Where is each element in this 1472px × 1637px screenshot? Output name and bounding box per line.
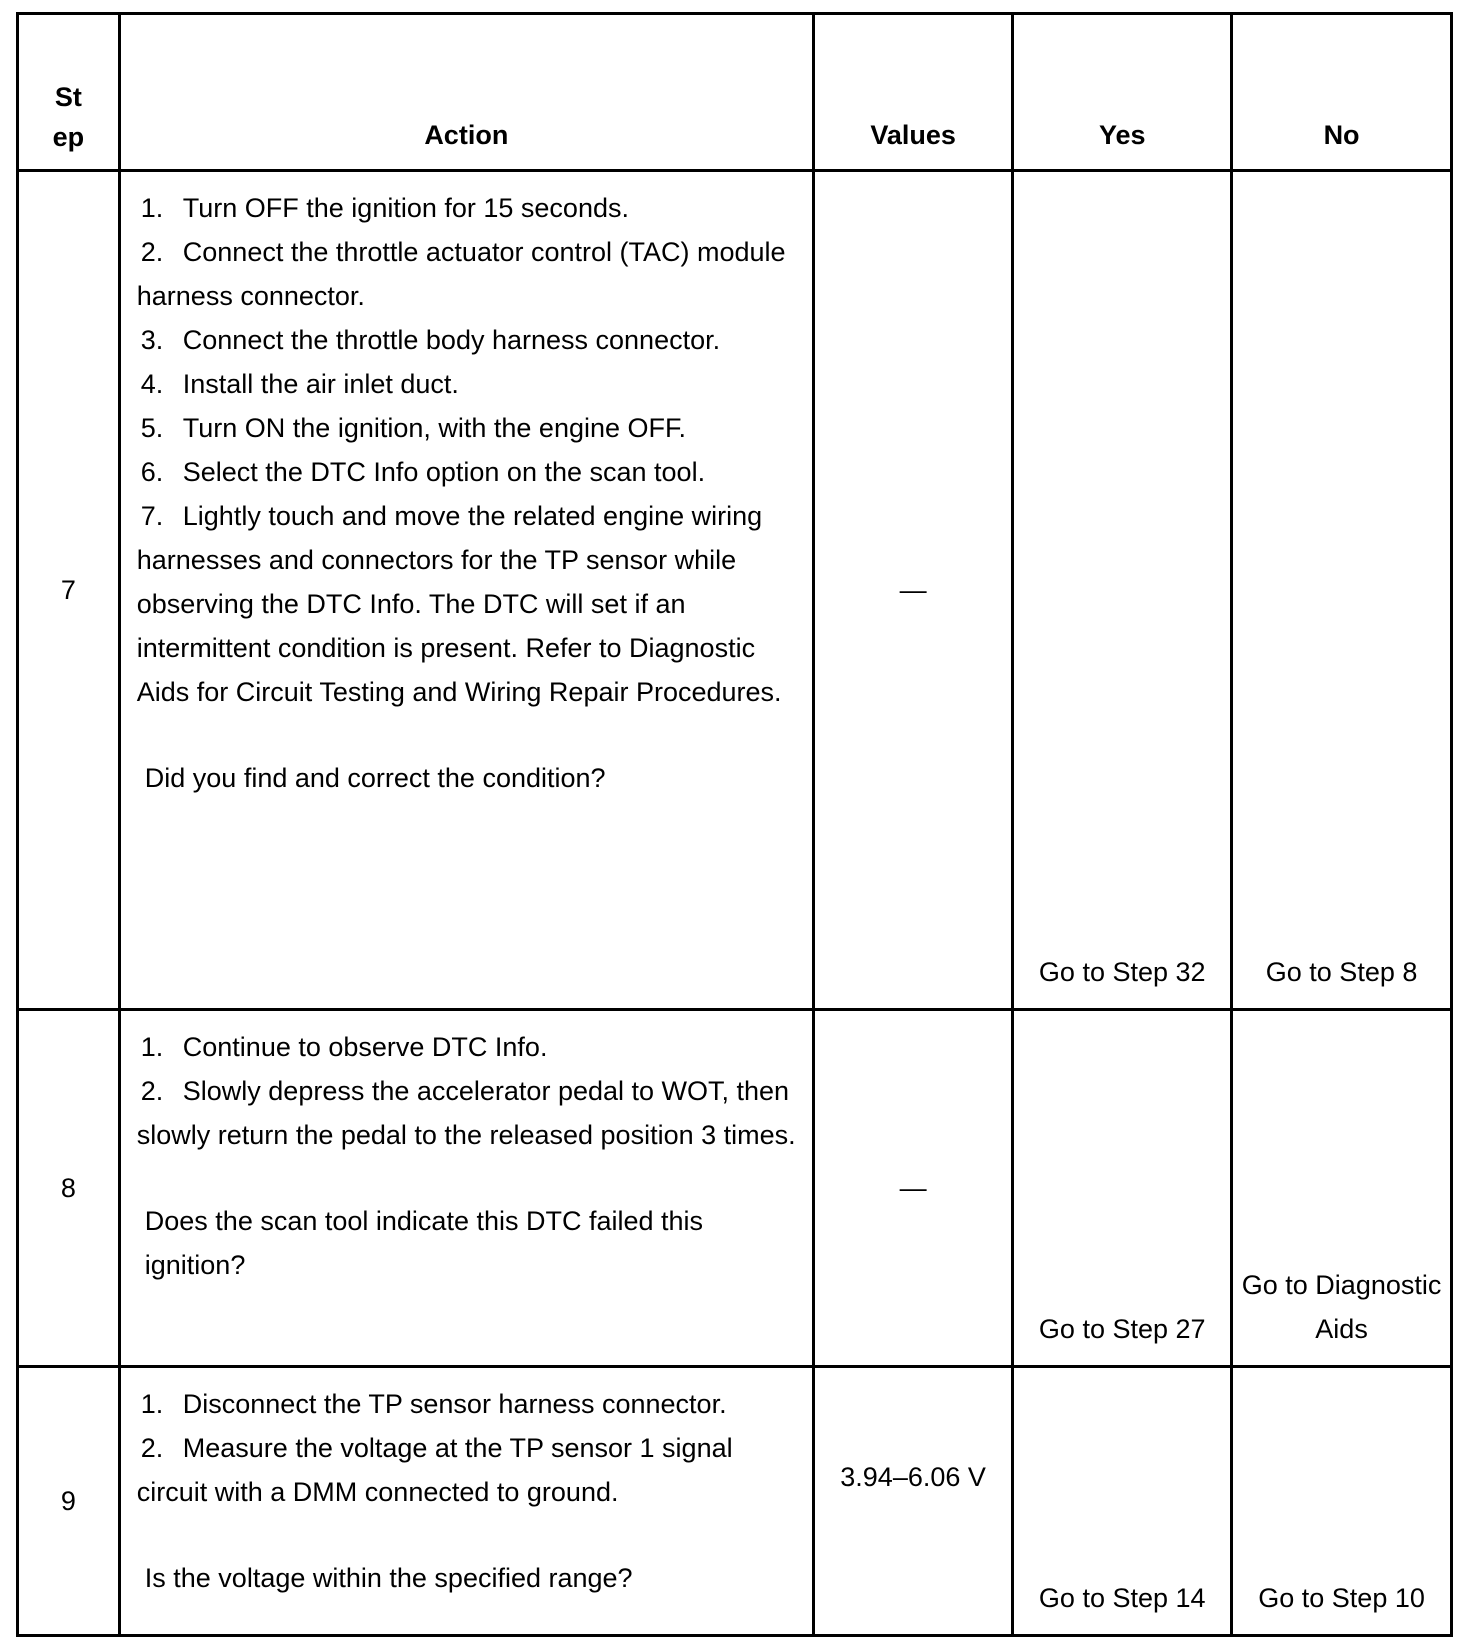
header-row <box>18 14 1452 171</box>
no-cell: Go to Diagnostic Aids <box>1232 1010 1452 1367</box>
table-row-step-9 <box>18 1367 1452 1636</box>
action-item-number: 1. <box>140 1389 164 1419</box>
header-yes: Yes <box>1013 14 1232 171</box>
action-item-number: 6. <box>140 457 164 487</box>
action-item-number: 7. <box>140 501 164 531</box>
step-number: 7 <box>18 171 120 1010</box>
action-item-number: 5. <box>140 413 164 443</box>
action-item-number: 3. <box>140 325 164 355</box>
action-item-number: 2. <box>140 1076 164 1106</box>
yes-cell: Go to Step 32 <box>1013 171 1232 1010</box>
action-item <box>137 1426 798 1514</box>
action-item <box>137 230 798 318</box>
action-item-text: Continue to observe DTC Info. <box>182 1032 548 1062</box>
diagnostic-table <box>16 12 1453 1637</box>
table-row-step-8 <box>18 1010 1452 1367</box>
values-cell: — <box>813 171 1012 1010</box>
action-item <box>137 186 798 230</box>
header-values: Values <box>813 14 1012 171</box>
yes-cell: Go to Step 27 <box>1013 1010 1232 1367</box>
action-cell <box>119 1367 813 1636</box>
action-item-number: 1. <box>140 193 164 223</box>
action-item-text: Turn ON the ignition, with the engine OFF. <box>182 413 687 443</box>
no-cell: Go to Step 10 <box>1232 1367 1452 1636</box>
action-question: Is the voltage within the specified range? <box>144 1563 633 1593</box>
header-action: Action <box>119 14 813 171</box>
action-item-text: Install the air inlet duct. <box>182 369 459 399</box>
action-item <box>137 1025 798 1069</box>
values-cell: — <box>813 1010 1012 1367</box>
action-item-number: 2. <box>140 237 164 267</box>
action-item <box>137 494 798 714</box>
action-item <box>137 406 798 450</box>
action-item <box>137 450 798 494</box>
action-cell <box>119 171 813 1010</box>
action-item-text: Select the DTC Info option on the scan tool. <box>182 457 706 487</box>
action-item-text: Measure the voltage at the TP sensor 1 signal circuit with a DMM connected to ground. <box>136 1433 733 1507</box>
header-step-part1: St <box>54 82 82 112</box>
action-item <box>137 1069 798 1157</box>
action-item-number: 1. <box>140 1032 164 1062</box>
action-item-text: Disconnect the TP sensor harness connector. <box>182 1389 727 1419</box>
action-item <box>137 318 798 362</box>
table-row-step-7 <box>18 171 1452 1010</box>
action-item <box>137 362 798 406</box>
header-no: No <box>1232 14 1452 171</box>
action-item-text: Slowly depress the accelerator pedal to WOT, then slowly return the pedal to the released position 3 times. <box>136 1076 796 1150</box>
action-item-number: 4. <box>140 369 164 399</box>
yes-cell: Go to Step 14 <box>1013 1367 1232 1636</box>
header-step-part2: ep <box>52 122 85 152</box>
action-question: Does the scan tool indicate this DTC failed this ignition? <box>144 1206 704 1280</box>
action-question: Did you find and correct the condition? <box>144 763 606 793</box>
step-number: 8 <box>18 1010 120 1367</box>
step-number: 9 <box>18 1367 120 1636</box>
values-cell <box>813 1367 1012 1636</box>
no-cell: Go to Step 8 <box>1232 171 1452 1010</box>
action-item <box>137 1382 798 1426</box>
action-item-text: Connect the throttle actuator control (TAC) module harness connector. <box>136 237 786 311</box>
action-item-text: Lightly touch and move the related engine wiring harnesses and connectors for the TP sensor while observing the DTC Info. The DTC will set if an intermittent condition is present. Refer to Diagnostic Aids for Circuit Testing and Wiring Repair Procedures. <box>136 501 782 707</box>
action-cell <box>119 1010 813 1367</box>
action-item-number: 2. <box>140 1433 164 1463</box>
header-step <box>18 14 120 171</box>
action-item-text: Turn OFF the ignition for 15 seconds. <box>182 193 629 223</box>
values-range: 3.94–6.06 V <box>840 1462 986 1492</box>
action-item-text: Connect the throttle body harness connector. <box>182 325 721 355</box>
